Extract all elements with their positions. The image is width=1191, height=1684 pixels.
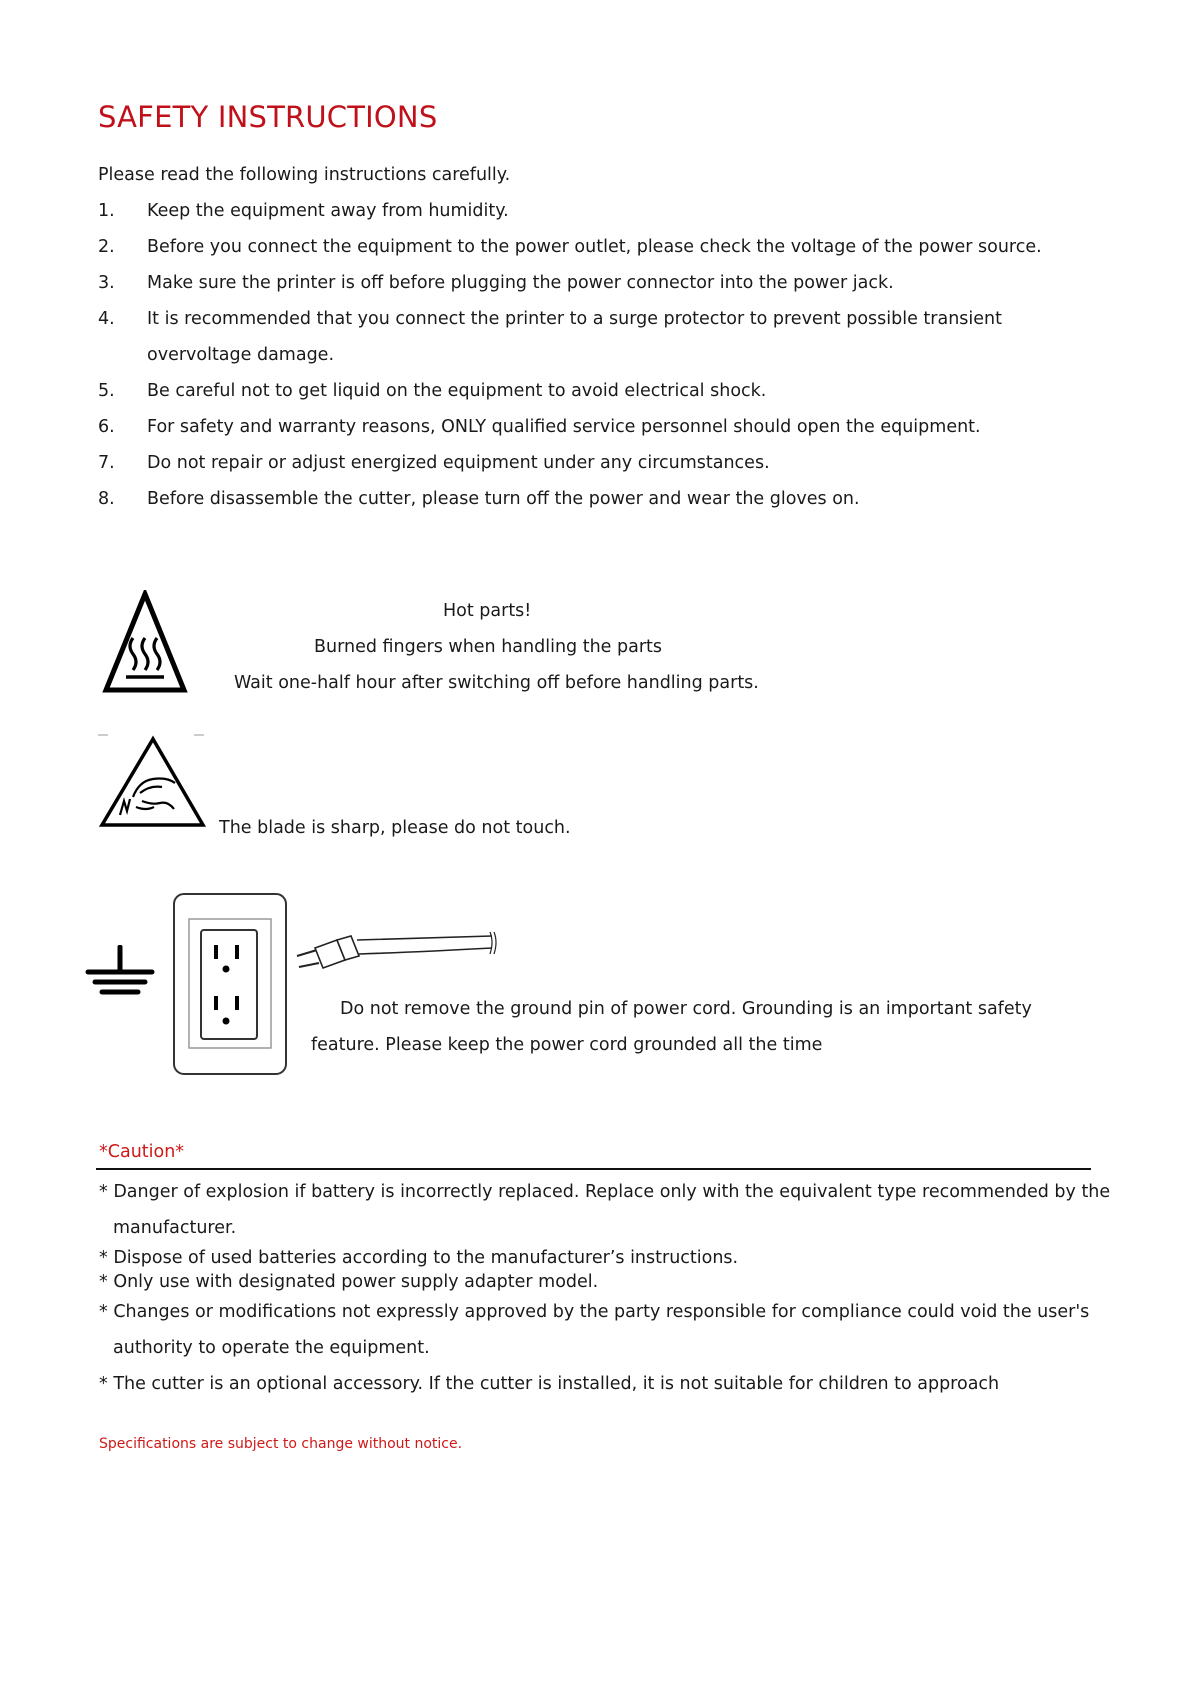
item-text: Do not repair or adjust energized equipment under any circumstances. [147,453,770,473]
caution-item: * Changes or modifications not expressly approved by the party responsible for compliance could void the user's [99,1302,1090,1322]
item-number: 6. [98,417,115,437]
ground-warning-line-1: Do not remove the ground pin of power cord. Grounding is an important safety [340,999,1032,1019]
caution-item: * Only use with designated power supply adapter model. [99,1272,599,1292]
caution-item-continuation: manufacturer. [113,1218,237,1238]
item-text: Before disassemble the cutter, please turn off the power and wear the gloves on. [147,489,860,509]
power-outlet-icon [172,892,290,1078]
specifications-note: Specifications are subject to change without notice. [99,1436,463,1452]
item-number: 7. [98,453,115,473]
caution-divider [96,1168,1091,1170]
hot-warning-line-1: Hot parts! [443,601,532,621]
page-title: SAFETY INSTRUCTIONS [98,100,438,134]
blade-warning-text: The blade is sharp, please do not touch. [219,818,571,838]
caution-heading: *Caution* [99,1142,185,1162]
hot-warning-line-2: Burned fingers when handling the parts [314,637,662,657]
power-plug-icon [295,930,500,980]
ground-symbol-icon [85,945,157,1001]
item-text: For safety and warranty reasons, ONLY qualified service personnel should open the equipment. [147,417,981,437]
ground-warning-line-2: feature. Please keep the power cord grounded all the time [311,1035,823,1055]
caution-item-continuation: authority to operate the equipment. [113,1338,430,1358]
item-text: Make sure the printer is off before plugging the power connector into the power jack. [147,273,894,293]
caution-item: * The cutter is an optional accessory. If the cutter is installed, it is not suitable for children to approach [99,1374,1000,1394]
hot-surface-warning-icon [102,590,188,694]
caution-item: * Danger of explosion if battery is incorrectly replaced. Replace only with the equivalent type recommended by the [99,1182,1111,1202]
item-text: Be careful not to get liquid on the equipment to avoid electrical shock. [147,381,767,401]
item-number: 4. [98,309,115,329]
item-number: 2. [98,237,115,257]
item-text: It is recommended that you connect the printer to a surge protector to prevent possible transient [147,309,1002,329]
hot-warning-line-3: Wait one-half hour after switching off before handling parts. [234,673,759,693]
item-number: 1. [98,201,115,221]
intro-text: Please read the following instructions carefully. [98,165,511,185]
item-text-continuation: overvoltage damage. [147,345,335,365]
item-number: 8. [98,489,115,509]
item-number: 3. [98,273,115,293]
item-text: Keep the equipment away from humidity. [147,201,509,221]
caution-item: * Dispose of used batteries according to the manufacturer’s instructions. [99,1248,739,1268]
item-text: Before you connect the equipment to the power outlet, please check the voltage of the power source. [147,237,1042,257]
item-number: 5. [98,381,115,401]
sharp-blade-warning-icon [98,733,208,829]
